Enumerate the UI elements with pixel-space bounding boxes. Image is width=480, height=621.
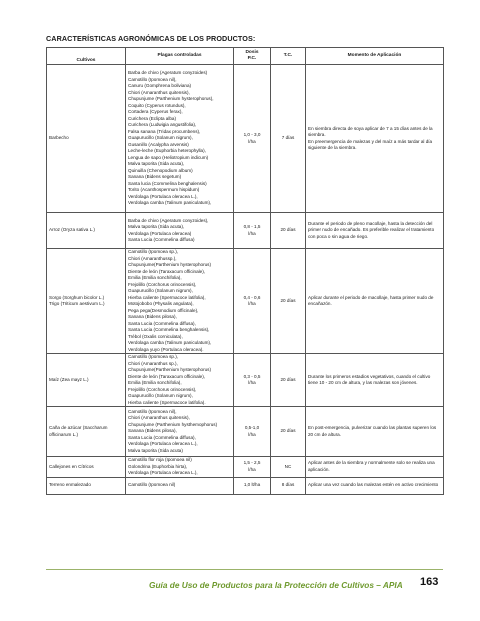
- pest-item: Cortadera (Cyperus ferax),: [128, 109, 183, 115]
- pest-item: Camotillo (Ipomoea nil),: [128, 408, 177, 414]
- header-plagas: Plagas controladas: [126, 48, 234, 65]
- pest-item: Sanana (Bidens pilosa),: [128, 314, 177, 319]
- pest-item: Barba de chivo (Ageratum conyzoides): [128, 70, 208, 76]
- cell-plagas: [126, 65, 234, 213]
- pest-item: Torito (Acanthospermum hispidum): [128, 187, 200, 193]
- cell-dosis: 0,3 - 0,5 l/ha: [234, 354, 271, 407]
- pest-item: Santa Lucia (Commelina diffusa): [128, 237, 195, 242]
- table-row: [47, 407, 444, 457]
- pest-item: Lengua de sapo (Heliotropium indicum): [128, 154, 209, 160]
- cell-momento: Durante los primeros estadios vegetativos, cuando el cultivo tiene 10 - 20 cm de altura, y las malezas son jóvenes.: [306, 354, 444, 407]
- pest-item: Barba de chivo (Ageratum conyzoides),: [128, 217, 209, 223]
- pest-item: Verdolaga (Portulaca oleracea L.),: [128, 441, 198, 447]
- footer-rule: [46, 569, 443, 570]
- pest-item: Chupunjume (Parthenium hysterophorus),: [128, 96, 214, 102]
- pest-item: Chiori (Amaranthus sp.),: [128, 360, 178, 366]
- pest-item: Santa Lucia (Commelina benghalensis),: [128, 327, 210, 332]
- table-body: [47, 65, 444, 495]
- pest-item: Chupunjume(Parthenium hysterophorus): [128, 367, 211, 372]
- cell-plagas: [126, 354, 234, 407]
- cell-dosis: 0,8 - 1,5 l/ha: [234, 213, 271, 249]
- pest-item: Frejolillo (Corchorus orinocensis),: [128, 386, 197, 392]
- pest-item: Malva taporita (Sida acuta),: [128, 161, 185, 167]
- pest-item: Chiori (Amaranthus quitensis),: [128, 415, 190, 421]
- table-header-row: [47, 48, 444, 65]
- header-cultivos: Cultivos: [47, 48, 126, 65]
- cell-tc: 7 días: [271, 65, 306, 213]
- pest-item: Emilia (Emilia sonchifolia),: [128, 380, 182, 385]
- table-row: [47, 65, 444, 213]
- pest-item: Curichera (Ludwigia angustifolia),: [128, 122, 197, 128]
- cell-cultivo: Terreno enmalezado: [47, 477, 126, 494]
- cell-plagas: [126, 249, 234, 354]
- cell-momento: Aplicar una vez cuando las malezas estén en activo crecimiento: [306, 477, 444, 494]
- pest-item: Santa Lucia (Commelina diffusa),: [128, 320, 196, 326]
- pest-item: Hierba caliente (Spermacoce latifolia),: [128, 294, 206, 300]
- pest-item: Golondrina (Euphorbia hirta),: [128, 463, 188, 469]
- pest-item: Trébol (Oxalis corniculata),: [128, 333, 183, 339]
- pest-item: Verdolaga camba (Talinum paniculatum),: [128, 200, 212, 206]
- cell-cultivo: Barbecho: [47, 65, 126, 213]
- pest-item: Diente de león (Taraxacum officinale),: [128, 373, 206, 379]
- pest-item: Camotillo flor roja (Ipomoea nil): [128, 457, 192, 462]
- pest-item: Malva taporita (Sida acuta): [128, 447, 183, 453]
- header-momento: Momento de Aplicación: [306, 48, 444, 65]
- header-tc: T.C.: [271, 48, 306, 65]
- pest-item: Leche-leche (Euphorbia heterophylla),: [128, 148, 206, 154]
- pest-item: Santa lucia (Commelina benghalensis): [128, 180, 207, 186]
- pest-item: Sanana (Bidens pilosa),: [128, 428, 177, 434]
- page-number: 163: [420, 576, 439, 588]
- agronomic-table: [46, 47, 444, 495]
- pest-item: Verdolaga yuyo (Portulaca oleracea).: [128, 346, 204, 352]
- pest-item: Canuru (Gomphrena boliviana): [128, 83, 192, 89]
- cell-dosis: 0,5-1,0 l/ha: [234, 407, 271, 457]
- pest-item: Santa Lucia (Commelina diffusa),: [128, 434, 196, 440]
- table-row: [47, 457, 444, 478]
- page-title: CARACTERÍSTICAS AGRONÓMICAS DE LOS PRODUCTOS:: [46, 34, 256, 43]
- pest-item: Camotillo (Ipomoea sp.),: [128, 354, 179, 359]
- pest-item: Chiori (Amaranthussp.),: [128, 255, 177, 261]
- cell-momento: En siembra directa de soya aplicar de 7 a 15 días antes de la siembra. En preemergencia de malezas y del maíz a más tardar al día siguiente de la siembra.: [306, 65, 444, 213]
- cell-plagas: [126, 457, 234, 478]
- pest-item: Camotillo (Ipomoea nil): [128, 482, 176, 488]
- pest-item: Quinuilla (Chenopodium album): [128, 167, 193, 173]
- cell-dosis: 0,4 - 0,6 l/ha: [234, 249, 271, 354]
- cell-plagas: [126, 213, 234, 249]
- pest-item: Diente de león (Taraxacum officinale),: [128, 268, 206, 274]
- pest-item: Verdolaga (Portulaca oleracea): [128, 230, 192, 236]
- pest-item: Curichera (Eclipta alba): [128, 115, 176, 121]
- header-dosis: Dosis P.C.: [234, 48, 271, 65]
- table-row: [47, 213, 444, 249]
- pest-item: Guapurucillo (Solanum nigrum),: [128, 393, 193, 398]
- cell-momento: Aplicar antes de la siembra y normalmente solo se realiza una aplicación.: [306, 457, 444, 478]
- cell-cultivo: Callejones en Cítricos: [47, 457, 126, 478]
- cell-tc: 20 días: [271, 249, 306, 354]
- pest-item: Guapurucillo (Solanum nigrum),: [128, 288, 193, 293]
- pest-item: Chupunjume (Parthenium hysthemophorus): [128, 421, 218, 427]
- pest-item: Verdolaga (Portulaca oleracea L.),: [128, 470, 198, 475]
- cell-plagas: [126, 407, 234, 457]
- cell-cultivo: Sorgo (Sorghum bicolor L.) Trigo (Triticum aestivum L.): [47, 249, 126, 354]
- pest-item: Verdolaga (Portulaca oleracea L.),: [128, 193, 198, 199]
- cell-momento: Aplicar durante el periodo de macollaje, hasta primer nudo de encañazón.: [306, 249, 444, 354]
- cell-momento: Durante el periodo de pleno macollaje, hasta la detección del primer nudo de encañado. Es preferible realizar el tratamiento con poca o sin agua de riego.: [306, 213, 444, 249]
- pest-item: Coquito (Cyperus rotundus),: [128, 102, 186, 108]
- cell-tc: NC: [271, 457, 306, 478]
- pest-item: Chiori (Amaranthus quitensis),: [128, 89, 190, 95]
- cell-dosis: 1,0 - 3,0 l/ha: [234, 65, 271, 213]
- cell-cultivo: Maíz (Zea mayz L.): [47, 354, 126, 407]
- pest-item: Verdolaga camba (Talinum paniculatum),: [128, 340, 212, 345]
- pest-item: Frejolillo (Corchorus orinocensis),: [128, 281, 197, 287]
- pest-item: Chupunjume(Parthenium hysterophorus): [128, 262, 211, 267]
- table-row: [47, 354, 444, 407]
- table-row: [47, 249, 444, 354]
- cell-tc: 20 días: [271, 354, 306, 407]
- pest-item: Camotillo (Ipomoea sp.),: [128, 249, 179, 254]
- pest-item: Malva taporita (Sida acuta),: [128, 224, 185, 229]
- cell-plagas: [126, 477, 234, 494]
- pest-item: Gusanillo (Acalypha arvensis): [128, 141, 189, 147]
- pest-item: Sanana (Bidens segetum): [128, 174, 182, 180]
- pest-item: Falsa sanana (Tridax procumbens),: [128, 128, 201, 134]
- pest-item: Pega pega(Desmodium officinale),: [128, 307, 199, 313]
- footer-title: Guía de Uso de Productos para la Protección de Cultivos – APIA: [149, 580, 403, 590]
- pest-item: Guapurucillo (Solanum nigrum),: [128, 135, 193, 141]
- pest-item: Emilia (Emilia sonchifolia),: [128, 275, 182, 280]
- cell-tc: 8 días: [271, 477, 306, 494]
- cell-tc: 20 días: [271, 213, 306, 249]
- cell-dosis: 1,0 lt/ha: [234, 477, 271, 494]
- pest-item: Hierba caliente (Spermacoce latifolia).: [128, 399, 206, 405]
- cell-dosis: 1,5 - 2,5 l/ha: [234, 457, 271, 478]
- cell-cultivo: Caña de azúcar (Saccharum officinarum L.): [47, 407, 126, 457]
- cell-cultivo: Arroz (Oryza sativa L.): [47, 213, 126, 249]
- cell-momento: En post-emergencia, pulverizar cuando las plantas superen los 20 cm de altura.: [306, 407, 444, 457]
- table-row: [47, 477, 444, 494]
- pest-item: Motojobobo (Physalis angulata),: [128, 301, 194, 306]
- cell-tc: 20 días: [271, 407, 306, 457]
- pest-item: Camotillo (Ipomoea nil),: [128, 76, 177, 82]
